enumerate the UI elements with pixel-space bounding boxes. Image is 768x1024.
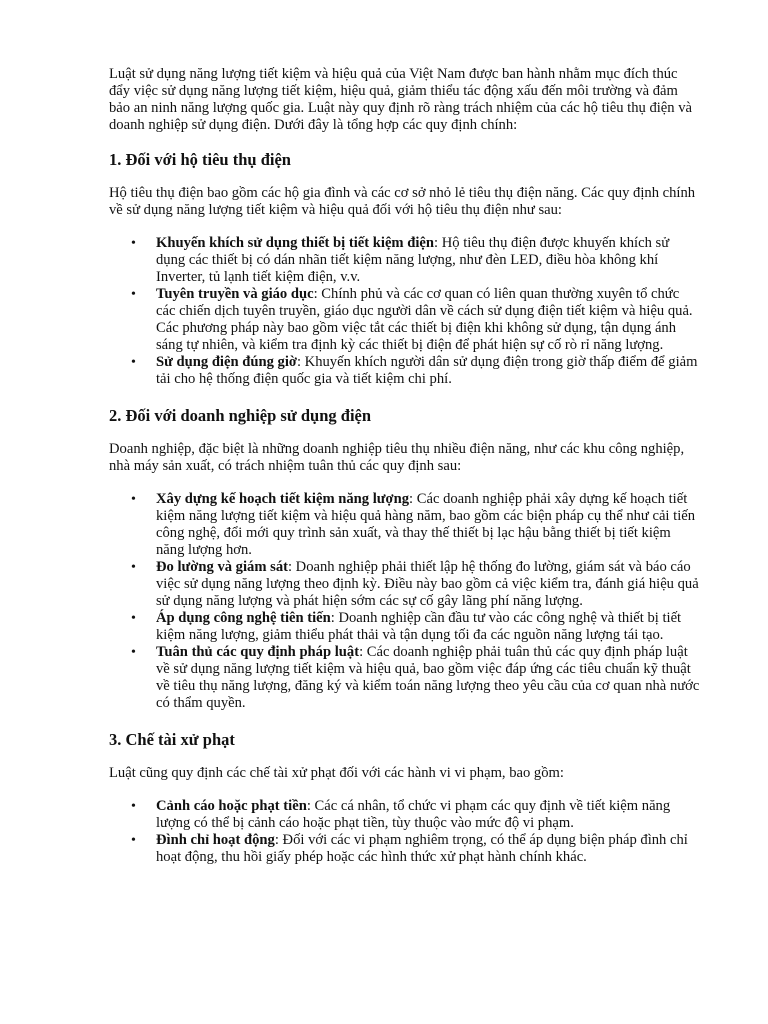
item-term: Tuyên truyền và giáo dục bbox=[156, 286, 314, 302]
bullet-icon: • bbox=[131, 611, 136, 626]
item-text: : Các doanh nghiệp phải xây dựng kế hoạch tiết kiệm năng lượng tiết kiệm và hiệu quả hàng năm, bao gồm các biện pháp cụ thể như cải tiến công nghệ, đổi mới quy trình sản xuất, và thay thế thiết bị lạc hậu bằng thiết bị tiết kiệm năng lượng hơn. bbox=[156, 491, 696, 558]
bullet-icon: • bbox=[131, 799, 136, 814]
list-households bbox=[109, 235, 701, 388]
bullet-icon: • bbox=[131, 492, 136, 507]
item-text: : Các doanh nghiệp phải tuân thủ các quy định pháp luật về sử dụng năng lượng tiết kiệm và hiệu quả, bao gồm việc đáp ứng các tiêu chuẩn kỹ thuật về tiêu thụ năng lượng, đăng ký và kiểm toán năng lượng theo yêu cầu của cơ quan nhà nước có thẩm quyền. bbox=[156, 644, 700, 711]
item-text: : Chính phủ và các cơ quan có liên quan thường xuyên tổ chức các chiến dịch tuyên truyền, giáo dục người dân về cách sử dụng điện tiết kiệm và hiệu quả. Các phương pháp này bao gồm việc tắt các thiết bị điện khi không sử dụng, tận dụng ánh sáng tự nhiên, và kiểm tra định kỳ các thiết bị điện để phát hiện sự cố rò rỉ năng lượng. bbox=[156, 286, 693, 353]
list-item bbox=[131, 798, 701, 832]
list-penalties bbox=[109, 798, 701, 866]
item-term: Xây dựng kế hoạch tiết kiệm năng lượng bbox=[156, 491, 410, 507]
item-term: Áp dụng công nghệ tiên tiến bbox=[156, 610, 331, 626]
section-heading-penalties: 3. Chế tài xử phạt bbox=[109, 730, 235, 749]
item-term: Sử dụng điện đúng giờ bbox=[156, 354, 297, 370]
list-item bbox=[131, 832, 701, 866]
list-item bbox=[131, 286, 701, 354]
item-term: Đo lường và giám sát bbox=[156, 559, 288, 575]
bullet-icon: • bbox=[131, 236, 136, 251]
item-text: : Khuyến khích người dân sử dụng điện trong giờ thấp điểm để giảm tải cho hệ thống điện quốc gia và tiết kiệm chi phí. bbox=[156, 354, 698, 387]
list-item bbox=[131, 235, 701, 286]
item-term: Tuân thủ các quy định pháp luật bbox=[156, 644, 360, 660]
list-item bbox=[131, 610, 701, 644]
item-text: : Đối với các vi phạm nghiêm trọng, có thể áp dụng biện pháp đình chỉ hoạt động, thu hồi giấy phép hoặc các hình thức xử phạt hành chính khác. bbox=[156, 832, 688, 865]
item-term: Đình chỉ hoạt động bbox=[156, 832, 275, 848]
item-text: : Hộ tiêu thụ điện được khuyến khích sử dụng các thiết bị có dán nhãn tiết kiệm năng lượng, như đèn LED, điều hòa không khí Inverter, tủ lạnh tiết kiệm điện, v.v. bbox=[156, 235, 670, 285]
section-heading-businesses: 2. Đối với doanh nghiệp sử dụng điện bbox=[109, 406, 372, 425]
item-term: Khuyến khích sử dụng thiết bị tiết kiệm điện bbox=[156, 235, 434, 251]
list-businesses bbox=[109, 491, 701, 712]
list-item bbox=[131, 491, 701, 559]
bullet-icon: • bbox=[131, 287, 136, 302]
section-intro-penalties: Luật cũng quy định các chế tài xử phạt đối với các hành vi vi phạm, bao gồm: bbox=[109, 765, 564, 781]
list-item bbox=[131, 354, 701, 388]
section-intro-households: Hộ tiêu thụ điện bao gồm các hộ gia đình và các cơ sở nhỏ lẻ tiêu thụ điện năng. Các quy định chính về sử dụng năng lượng tiết kiệm và hiệu quả đối với hộ tiêu thụ điện như sau: bbox=[109, 185, 696, 218]
item-text: : Các cá nhân, tổ chức vi phạm các quy định về tiết kiệm năng lượng có thể bị cảnh cáo hoặc phạt tiền, tùy thuộc vào mức độ vi phạm. bbox=[156, 798, 671, 831]
section-heading-households: 1. Đối với hộ tiêu thụ điện bbox=[109, 150, 291, 169]
document-body bbox=[109, 66, 701, 884]
item-term: Cảnh cáo hoặc phạt tiền bbox=[156, 798, 307, 814]
bullet-icon: • bbox=[131, 833, 136, 848]
item-text: : Doanh nghiệp cần đầu tư vào các công nghệ và thiết bị tiết kiệm năng lượng, giảm thiểu phát thải và tận dụng tối đa các nguồn năng lượng tái tạo. bbox=[156, 610, 682, 643]
bullet-icon: • bbox=[131, 355, 136, 370]
intro-paragraph: Luật sử dụng năng lượng tiết kiệm và hiệu quả của Việt Nam được ban hành nhằm mục đích thúc đẩy việc sử dụng năng lượng tiết kiệm, hiệu quả, giảm thiểu tác động xấu đến môi trường và đảm bảo an ninh năng lượng quốc gia. Luật này quy định rõ ràng trách nhiệm của các hộ tiêu thụ điện và doanh nghiệp sử dụng điện. Dưới đây là tổng hợp các quy định chính: bbox=[109, 66, 692, 133]
list-item bbox=[131, 559, 701, 610]
list-item bbox=[131, 644, 701, 712]
section-intro-businesses: Doanh nghiệp, đặc biệt là những doanh nghiệp tiêu thụ nhiều điện năng, như các khu công nghiệp, nhà máy sản xuất, có trách nhiệm tuân thủ các quy định sau: bbox=[109, 441, 685, 474]
item-text: : Doanh nghiệp phải thiết lập hệ thống đo lường, giám sát và báo cáo việc sử dụng năng lượng theo định kỳ. Điều này bao gồm cả việc kiểm tra, đánh giá hiệu quả sử dụng năng lượng và phát hiện sớm các sự cố gây lãng phí năng lượng. bbox=[156, 559, 699, 609]
bullet-icon: • bbox=[131, 560, 136, 575]
bullet-icon: • bbox=[131, 645, 136, 660]
